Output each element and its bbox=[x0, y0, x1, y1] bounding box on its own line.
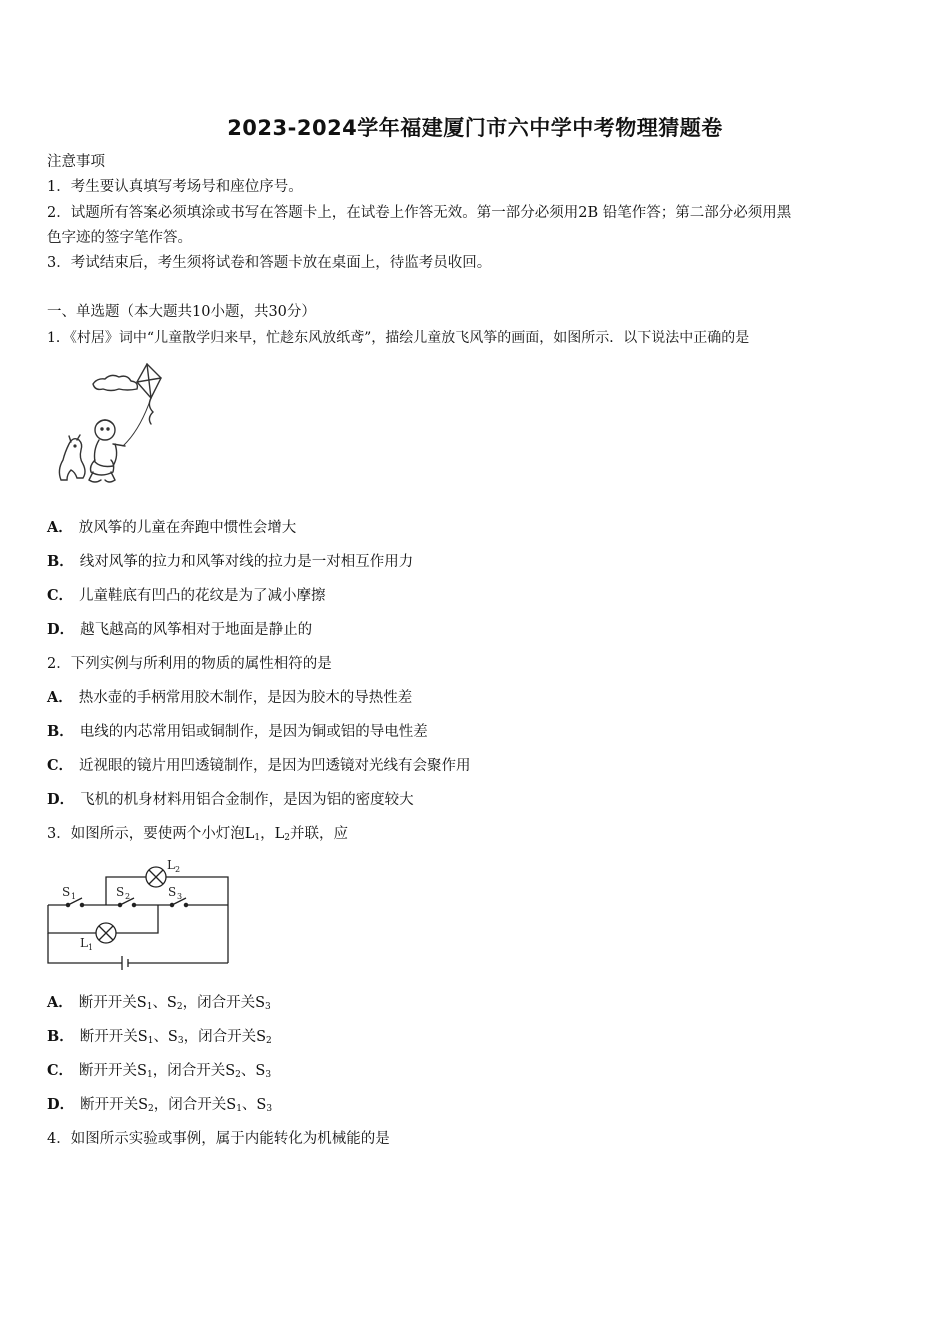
subscript: 1 bbox=[146, 1070, 153, 1080]
option-text: 电线的内芯常用铝或铜制作，是因为铜或铝的导电性差 bbox=[79, 724, 428, 740]
kite-boy-illustration bbox=[45, 360, 175, 490]
section-heading: 一、单选题（本大题共10小题，共30分） bbox=[47, 304, 316, 320]
label-s1: S bbox=[62, 885, 71, 899]
question-1-stem: 1．《村居》词中“儿童散学归来早，忙趁东风放纸鸢”，描绘儿童放飞风筝的画面，如图所示．以下说法中正确的是 bbox=[47, 330, 750, 346]
option-text: 、S bbox=[240, 1063, 266, 1079]
subscript: 2 bbox=[148, 1104, 154, 1114]
subscript: 1 bbox=[147, 1036, 154, 1046]
option-letter: B． bbox=[47, 553, 74, 570]
option-text: 、S bbox=[152, 995, 177, 1011]
label-s2: S bbox=[116, 885, 125, 899]
page-title: 2023-2024学年福建厦门市六中学中考物理猜题卷 bbox=[227, 116, 723, 140]
option-text: 断开开关S bbox=[79, 1029, 148, 1045]
stem-text: 并联，应 bbox=[289, 826, 348, 842]
subscript: 1 bbox=[236, 1104, 242, 1114]
option-text: 线对风筝的拉力和风筝对线的拉力是一对相互作用力 bbox=[79, 554, 414, 570]
option-text: 放风筝的儿童在奔跑中惯性会增大 bbox=[78, 520, 297, 536]
question-3-stem bbox=[47, 824, 348, 848]
option-letter: B． bbox=[47, 723, 74, 740]
question-2-option bbox=[47, 688, 412, 708]
option-text: ，闭合开关S bbox=[183, 1029, 267, 1045]
option-letter: C． bbox=[47, 757, 74, 774]
option-text: 断开开关S bbox=[79, 1063, 147, 1079]
battery-icon bbox=[122, 956, 128, 970]
option-text: 飞机的机身材料用铝合金制作，是因为铝的密度较大 bbox=[80, 792, 414, 808]
question-2-option bbox=[47, 790, 414, 810]
label-sub: 3 bbox=[177, 892, 183, 901]
option-text: 断开开关S bbox=[78, 995, 147, 1011]
question-2-option bbox=[47, 756, 471, 776]
label-l1: L bbox=[80, 936, 88, 950]
subscript: 2 bbox=[266, 1036, 272, 1046]
label-sub: 2 bbox=[125, 892, 131, 901]
label-sub: 1 bbox=[71, 892, 77, 901]
option-letter: C． bbox=[47, 587, 74, 604]
label-sub: 1 bbox=[88, 943, 94, 952]
option-text: ，闭合开关S bbox=[152, 1063, 236, 1079]
notice-item: 色字迹的签字笔作答。 bbox=[47, 230, 192, 246]
label-sub: 2 bbox=[175, 865, 181, 874]
subscript: 1 bbox=[254, 833, 261, 843]
option-text: ，闭合开关S bbox=[153, 1097, 237, 1113]
option-text: 断开开关S bbox=[80, 1097, 149, 1113]
option-letter: A． bbox=[47, 994, 73, 1011]
option-text: 越飞越高的风筝相对于地面是静止的 bbox=[80, 622, 313, 638]
option-text: 、S bbox=[241, 1097, 267, 1113]
question-1-option bbox=[47, 518, 296, 538]
subscript: 3 bbox=[265, 1070, 272, 1080]
subscript: 1 bbox=[146, 1002, 153, 1012]
subscript: 2 bbox=[284, 833, 290, 843]
option-text: 、S bbox=[153, 1029, 178, 1045]
option-letter: B． bbox=[47, 1028, 74, 1045]
question-3-option bbox=[47, 1027, 272, 1051]
question-1-option bbox=[47, 586, 326, 606]
stem-text: 3．如图所示，要使两个小灯泡L bbox=[47, 826, 255, 842]
question-1-option bbox=[47, 620, 312, 640]
option-letter: C． bbox=[47, 1062, 74, 1079]
circuit-diagram bbox=[40, 855, 240, 975]
notice-heading: 注意事项 bbox=[47, 154, 105, 170]
subscript: 2 bbox=[235, 1070, 241, 1080]
dog-icon bbox=[59, 439, 85, 480]
stem-text: ，L bbox=[260, 826, 285, 842]
option-letter: A． bbox=[47, 689, 73, 706]
option-text: 近视眼的镜片用凹透镜制作，是因为凹透镜对光线有会聚作用 bbox=[79, 758, 471, 774]
label-l2: L bbox=[167, 858, 175, 872]
question-3-option bbox=[47, 1095, 272, 1119]
subscript: 3 bbox=[177, 1036, 184, 1046]
option-text: ，闭合开关S bbox=[182, 995, 266, 1011]
question-2-option bbox=[47, 722, 428, 742]
option-text: 儿童鞋底有凹凸的花纹是为了减小摩擦 bbox=[79, 588, 326, 604]
cloud-icon bbox=[93, 375, 137, 390]
question-3-option bbox=[47, 1061, 271, 1085]
option-letter: D． bbox=[47, 621, 75, 638]
notice-item: 2．试题所有答案必须填涂或书写在答题卡上，在试卷上作答无效。第一部分必须用2B 铅笔作答；第二部分必须用黑 bbox=[47, 205, 792, 221]
subscript: 2 bbox=[176, 1002, 183, 1012]
subscript: 3 bbox=[265, 1002, 271, 1012]
option-letter: D． bbox=[47, 791, 75, 808]
question-2-stem: 2．下列实例与所利用的物质的属性相符的是 bbox=[47, 656, 332, 672]
question-4-stem: 4．如图所示实验或事例，属于内能转化为机械能的是 bbox=[47, 1131, 390, 1147]
option-letter: A． bbox=[47, 519, 73, 536]
question-1-option bbox=[47, 552, 413, 572]
option-text: 热水壶的手柄常用胶木制作，是因为胶木的导热性差 bbox=[78, 690, 413, 706]
notice-item: 1．考生要认真填写考场号和座位序号。 bbox=[47, 179, 303, 195]
notice-item: 3．考试结束后，考生须将试卷和答题卡放在桌面上，待监考员收回。 bbox=[47, 255, 492, 271]
question-3-option bbox=[47, 993, 271, 1017]
label-s3: S bbox=[168, 885, 177, 899]
option-letter: D． bbox=[47, 1096, 75, 1113]
subscript: 3 bbox=[266, 1104, 273, 1114]
